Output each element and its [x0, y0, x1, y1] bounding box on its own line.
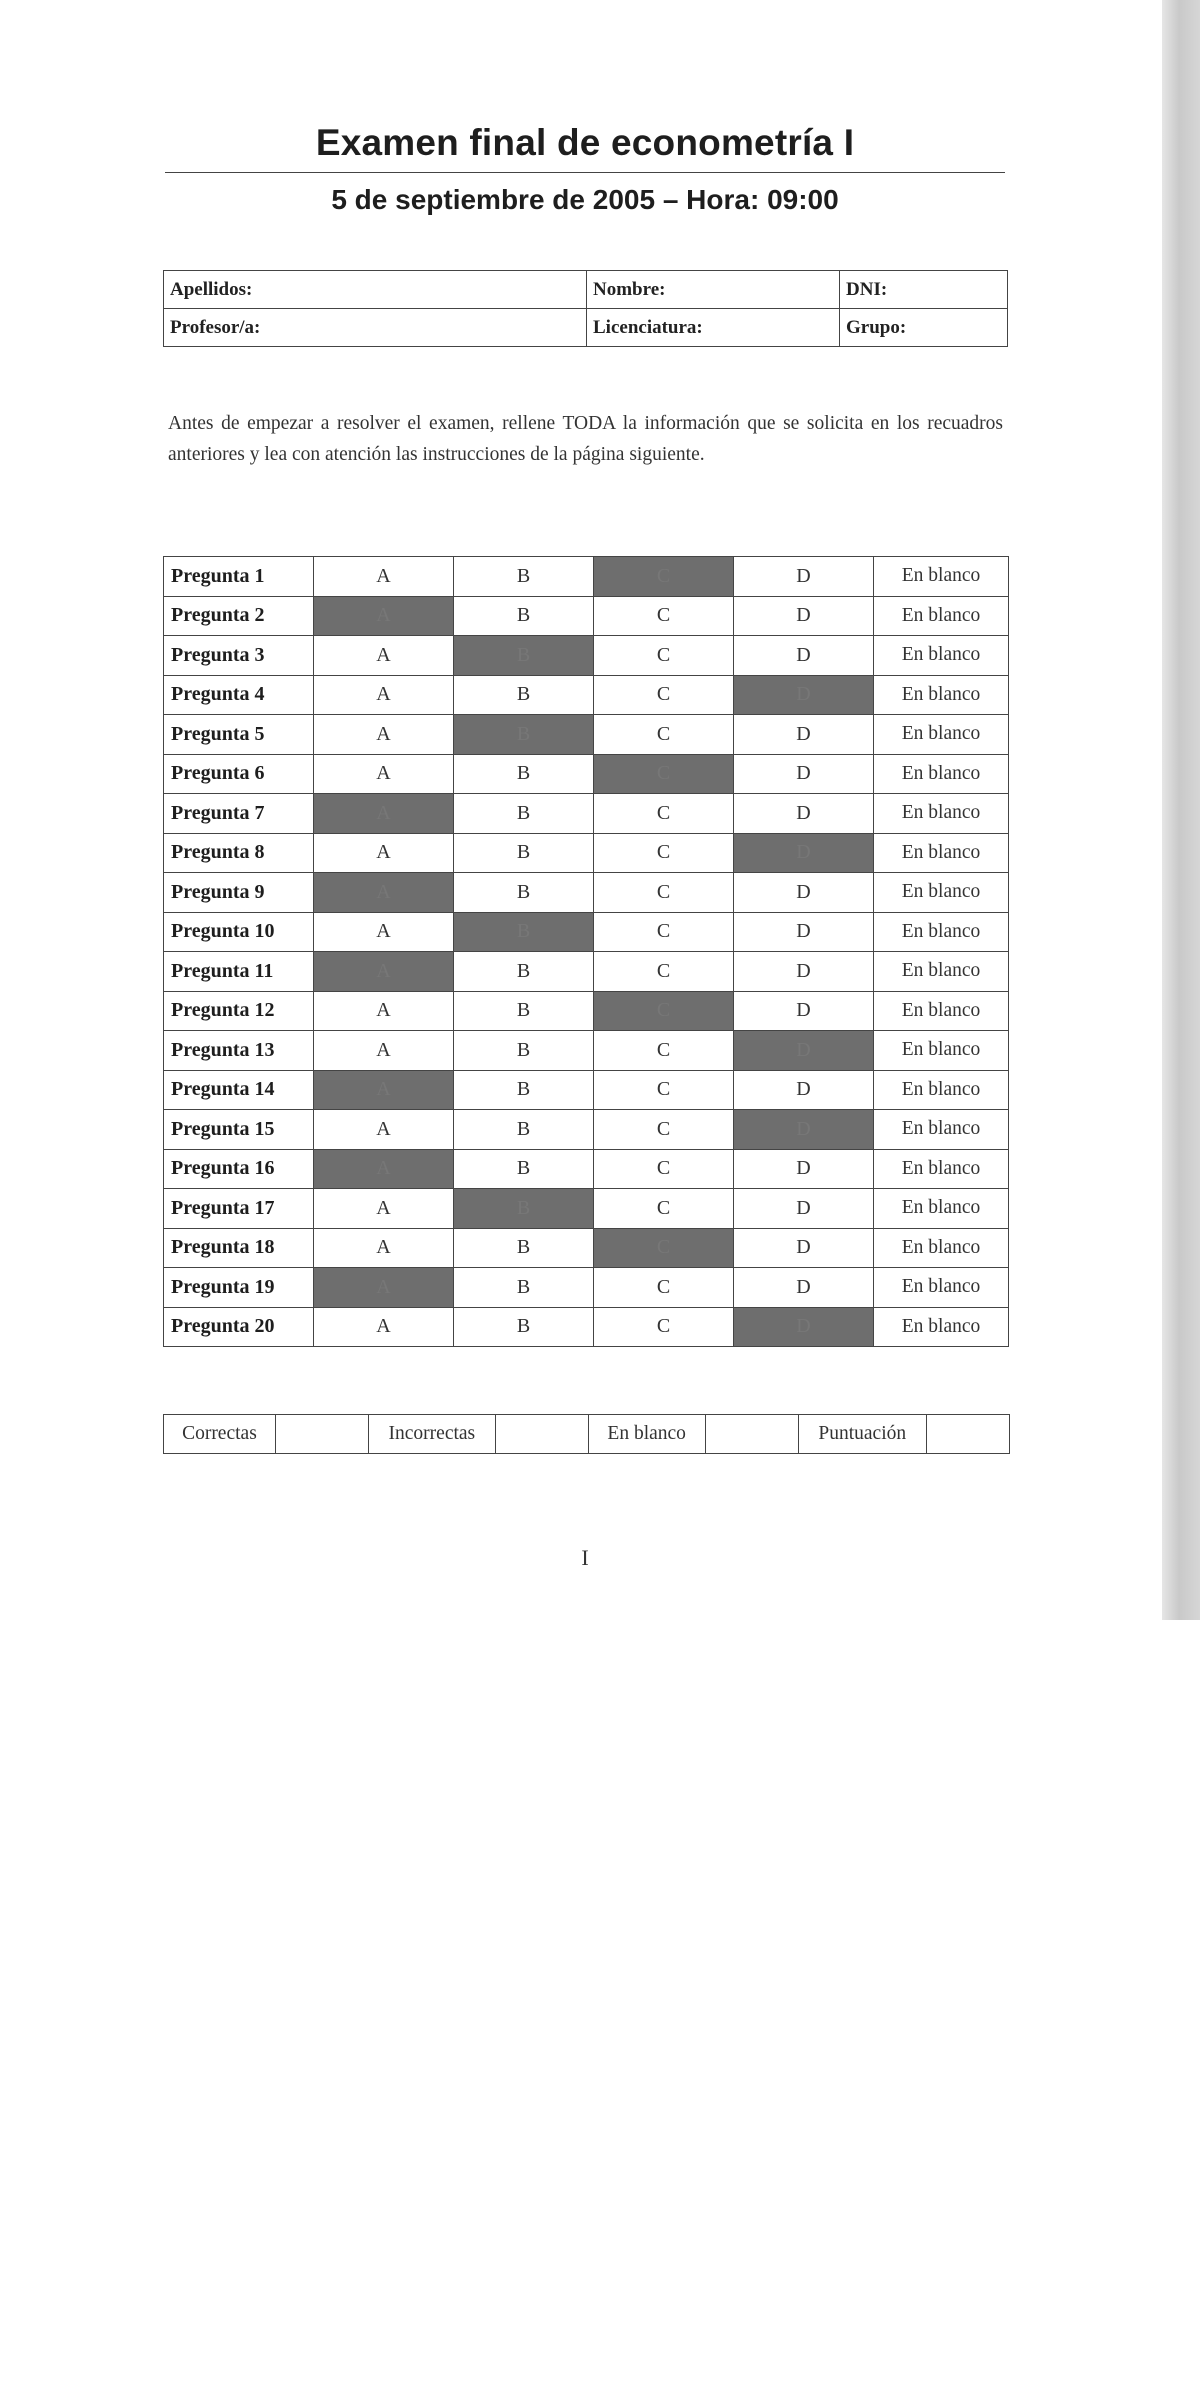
question-label: Pregunta 1	[164, 557, 314, 597]
option-a[interactable]: A	[314, 912, 454, 952]
option-b[interactable]: B	[454, 596, 594, 636]
question-label: Pregunta 9	[164, 873, 314, 913]
option-blank[interactable]: En blanco	[874, 1070, 1009, 1110]
question-row	[164, 1031, 1009, 1071]
surname-field[interactable]: Apellidos:	[164, 271, 587, 309]
option-a[interactable]: A	[314, 991, 454, 1031]
question-label: Pregunta 6	[164, 754, 314, 794]
option-a[interactable]: A	[314, 1110, 454, 1150]
option-a[interactable]: A	[314, 1031, 454, 1071]
option-a[interactable]: A	[314, 1268, 454, 1308]
option-a[interactable]: A	[314, 675, 454, 715]
option-b[interactable]: B	[454, 833, 594, 873]
question-row	[164, 794, 1009, 834]
option-blank[interactable]: En blanco	[874, 557, 1009, 597]
option-b[interactable]: B	[454, 1307, 594, 1347]
question-row	[164, 1149, 1009, 1189]
option-c[interactable]: C	[594, 1268, 734, 1308]
option-b[interactable]: B	[454, 1228, 594, 1268]
option-blank[interactable]: En blanco	[874, 596, 1009, 636]
dni-field[interactable]: DNI:	[840, 271, 1008, 309]
option-a[interactable]: A	[314, 1070, 454, 1110]
option-blank[interactable]: En blanco	[874, 1189, 1009, 1229]
option-c[interactable]: C	[594, 596, 734, 636]
question-label: Pregunta 15	[164, 1110, 314, 1150]
option-blank[interactable]: En blanco	[874, 794, 1009, 834]
option-b[interactable]: B	[454, 873, 594, 913]
option-d[interactable]: D	[734, 1110, 874, 1150]
exam-date-time: 5 de septiembre de 2005 – Hora: 09:00	[331, 184, 839, 215]
option-blank[interactable]: En blanco	[874, 1149, 1009, 1189]
question-row	[164, 596, 1009, 636]
option-b[interactable]: B	[454, 912, 594, 952]
score-value-box[interactable]	[927, 1415, 1010, 1454]
question-label: Pregunta 18	[164, 1228, 314, 1268]
option-c[interactable]: C	[594, 1031, 734, 1071]
option-d[interactable]: D	[734, 912, 874, 952]
option-a[interactable]: A	[314, 1228, 454, 1268]
option-b[interactable]: B	[454, 1031, 594, 1071]
option-blank[interactable]: En blanco	[874, 1031, 1009, 1071]
question-label: Pregunta 4	[164, 675, 314, 715]
option-c[interactable]: C	[594, 1149, 734, 1189]
incorrect-label: Incorrectas	[368, 1415, 495, 1454]
question-label: Pregunta 5	[164, 715, 314, 755]
name-field[interactable]: Nombre:	[587, 271, 840, 309]
blank-count-box[interactable]	[705, 1415, 798, 1454]
option-d[interactable]: D	[734, 952, 874, 992]
option-c[interactable]: C	[594, 991, 734, 1031]
option-d[interactable]: D	[734, 1228, 874, 1268]
question-row	[164, 1307, 1009, 1347]
incorrect-count-box[interactable]	[495, 1415, 588, 1454]
option-c[interactable]: C	[594, 833, 734, 873]
option-d[interactable]: D	[734, 1307, 874, 1347]
option-d[interactable]: D	[734, 636, 874, 676]
score-summary	[163, 1414, 1010, 1454]
question-row	[164, 1110, 1009, 1150]
question-label: Pregunta 7	[164, 794, 314, 834]
option-b[interactable]: B	[454, 1070, 594, 1110]
option-c[interactable]: C	[594, 1070, 734, 1110]
question-row	[164, 715, 1009, 755]
professor-field[interactable]: Profesor/a:	[164, 309, 587, 347]
question-label: Pregunta 20	[164, 1307, 314, 1347]
question-label: Pregunta 14	[164, 1070, 314, 1110]
question-row	[164, 873, 1009, 913]
title-divider	[165, 172, 1005, 173]
option-blank[interactable]: En blanco	[874, 1228, 1009, 1268]
option-d[interactable]: D	[734, 675, 874, 715]
question-label: Pregunta 3	[164, 636, 314, 676]
option-b[interactable]: B	[454, 1189, 594, 1229]
option-b[interactable]: B	[454, 991, 594, 1031]
option-b[interactable]: B	[454, 1268, 594, 1308]
option-c[interactable]: C	[594, 1110, 734, 1150]
question-row	[164, 952, 1009, 992]
option-b[interactable]: B	[454, 557, 594, 597]
option-d[interactable]: D	[734, 1149, 874, 1189]
option-d[interactable]: D	[734, 833, 874, 873]
option-c[interactable]: C	[594, 1189, 734, 1229]
option-a[interactable]: A	[314, 1307, 454, 1347]
option-b[interactable]: B	[454, 715, 594, 755]
option-c[interactable]: C	[594, 675, 734, 715]
question-label: Pregunta 19	[164, 1268, 314, 1308]
option-d[interactable]: D	[734, 557, 874, 597]
option-d[interactable]: D	[734, 715, 874, 755]
option-d[interactable]: D	[734, 1070, 874, 1110]
question-label: Pregunta 17	[164, 1189, 314, 1229]
question-row	[164, 557, 1009, 597]
answer-grid	[163, 556, 1009, 1347]
question-label: Pregunta 10	[164, 912, 314, 952]
question-label: Pregunta 8	[164, 833, 314, 873]
option-blank[interactable]: En blanco	[874, 675, 1009, 715]
question-label: Pregunta 12	[164, 991, 314, 1031]
option-blank[interactable]: En blanco	[874, 952, 1009, 992]
option-a[interactable]: A	[314, 794, 454, 834]
option-d[interactable]: D	[734, 991, 874, 1031]
question-row	[164, 1070, 1009, 1110]
option-b[interactable]: B	[454, 1149, 594, 1189]
option-blank[interactable]: En blanco	[874, 833, 1009, 873]
option-blank[interactable]: En blanco	[874, 636, 1009, 676]
option-blank[interactable]: En blanco	[874, 912, 1009, 952]
student-info-table	[163, 270, 1008, 347]
option-blank[interactable]: En blanco	[874, 991, 1009, 1031]
option-d[interactable]: D	[734, 1268, 874, 1308]
option-a[interactable]: A	[314, 636, 454, 676]
option-c[interactable]: C	[594, 636, 734, 676]
page-number: I	[581, 1545, 589, 1570]
degree-field[interactable]: Licenciatura:	[587, 309, 840, 347]
blank-label: En blanco	[588, 1415, 705, 1454]
option-a[interactable]: A	[314, 715, 454, 755]
option-a[interactable]: A	[314, 754, 454, 794]
scan-edge-shadow	[1162, 0, 1200, 1620]
option-a[interactable]: A	[314, 833, 454, 873]
option-c[interactable]: C	[594, 912, 734, 952]
option-b[interactable]: B	[454, 952, 594, 992]
question-row	[164, 991, 1009, 1031]
question-row	[164, 1189, 1009, 1229]
option-d[interactable]: D	[734, 754, 874, 794]
option-b[interactable]: B	[454, 636, 594, 676]
option-blank[interactable]: En blanco	[874, 715, 1009, 755]
question-row	[164, 754, 1009, 794]
option-c[interactable]: C	[594, 1307, 734, 1347]
option-c[interactable]: C	[594, 794, 734, 834]
question-label: Pregunta 2	[164, 596, 314, 636]
option-blank[interactable]: En blanco	[874, 1110, 1009, 1150]
correct-count-box[interactable]	[275, 1415, 368, 1454]
option-d[interactable]: D	[734, 873, 874, 913]
score-label: Puntuación	[798, 1415, 926, 1454]
option-a[interactable]: A	[314, 1149, 454, 1189]
option-a[interactable]: A	[314, 557, 454, 597]
option-b[interactable]: B	[454, 1110, 594, 1150]
option-d[interactable]: D	[734, 794, 874, 834]
option-a[interactable]: A	[314, 1189, 454, 1229]
question-row	[164, 636, 1009, 676]
question-row	[164, 912, 1009, 952]
option-d[interactable]: D	[734, 596, 874, 636]
option-blank[interactable]: En blanco	[874, 754, 1009, 794]
option-c[interactable]: C	[594, 715, 734, 755]
option-blank[interactable]: En blanco	[874, 1307, 1009, 1347]
option-b[interactable]: B	[454, 675, 594, 715]
option-c[interactable]: C	[594, 952, 734, 992]
option-blank[interactable]: En blanco	[874, 873, 1009, 913]
option-c[interactable]: C	[594, 754, 734, 794]
question-row	[164, 1268, 1009, 1308]
option-c[interactable]: C	[594, 873, 734, 913]
group-field[interactable]: Grupo:	[840, 309, 1008, 347]
option-d[interactable]: D	[734, 1189, 874, 1229]
question-row	[164, 1228, 1009, 1268]
correct-label: Correctas	[164, 1415, 276, 1454]
question-label: Pregunta 13	[164, 1031, 314, 1071]
question-label: Pregunta 11	[164, 952, 314, 992]
option-a[interactable]: A	[314, 952, 454, 992]
question-row	[164, 833, 1009, 873]
question-row	[164, 675, 1009, 715]
instructions-text: Antes de empezar a resolver el examen, rellene TODA la información que se solicita en los recuadros anteriores y lea con atención las instrucciones de la página siguiente.	[168, 413, 1003, 465]
option-b[interactable]: B	[454, 794, 594, 834]
option-b[interactable]: B	[454, 754, 594, 794]
question-label: Pregunta 16	[164, 1149, 314, 1189]
option-c[interactable]: C	[594, 1228, 734, 1268]
option-a[interactable]: A	[314, 596, 454, 636]
exam-title: Examen final de econometría I	[315, 122, 855, 163]
option-d[interactable]: D	[734, 1031, 874, 1071]
option-c[interactable]: C	[594, 557, 734, 597]
option-a[interactable]: A	[314, 873, 454, 913]
option-blank[interactable]: En blanco	[874, 1268, 1009, 1308]
